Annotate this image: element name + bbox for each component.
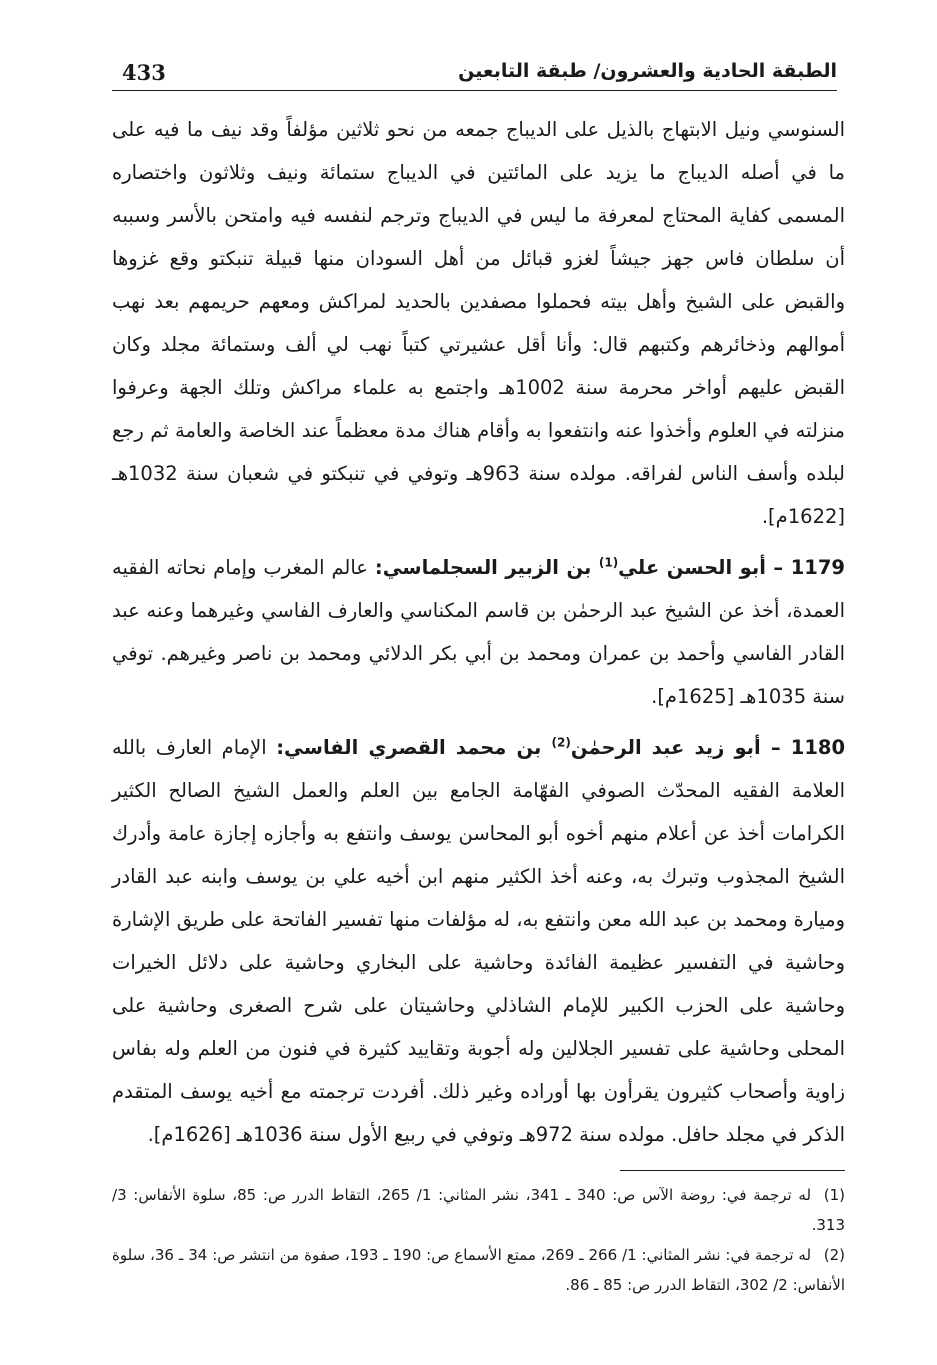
footnote-2 <box>112 1240 845 1300</box>
main-text <box>112 108 845 1156</box>
page-number: 433 <box>122 60 166 85</box>
running-title: الطبقة الحادية والعشرون/ طبقة التابعين <box>458 60 837 82</box>
footnote-1 <box>112 1180 845 1240</box>
entry-1179-heading <box>375 556 845 579</box>
footnote-1-text: له ترجمة في: روضة الآس ص: 340 ـ 341، نشر المثاني: 1/ 265، التقاط الدرر ص: 85، سلوة الأنفاس: 3/ 313. <box>112 1186 845 1234</box>
entry-1180-heading <box>276 736 845 759</box>
footnote-2-text: له ترجمة في: نشر المثاني: 1/ 266 ـ 269، ممتع الأسماع ص: 190 ـ 193، صفوة من انتشر ص: 34 ـ 36، سلوة الأنفاس: 2/ 302، التقاط الدرر ص: 85 ـ 86. <box>112 1246 845 1294</box>
footnote-1-number: (1) <box>823 1186 846 1204</box>
entry-1180-heading-rest: بن محمد القصري الفاسي: <box>276 736 552 759</box>
entry-1180 <box>112 726 845 1156</box>
entry-1179-heading-name: 1179 – أبو الحسن علي <box>618 556 845 579</box>
entry-1180-text: الإمام العارف بالله العلامة الفقيه المحدّث الصوفي الفهّامة الجامع بين العلم والعمل الشيخ الصالح الكثير الكرامات أخذ عن أعلام منهم أخوه أبو المحاسن يوسف وانتفع به وأجازه إجازة عامة وأدرك الشيخ المجذوب وتبرك به، وعنه أخذ الكثير منهم ابن أخيه علي بن يوسف وابنه عبد القادر وميارة ومحمد بن عبد الله معن وانتفع به، له مؤلفات منها تفسير الفاتحة على طريق الإشارة وحاشية في التفسير عظيمة الفائدة وحاشية على البخاري وحاشية على دلائل الخيرات وحاشية على الحزب الكبير للإمام الشاذلي وحاشيتان على شرح الصغرى وحاشية على المحلى وحاشية على تفسير الجلالين وله أجوبة وتقاييد كثيرة في فنون من العلم وله بفاس زاوية وأصحاب كثيرون يقرأون بها أوراده وغير ذلك. أفردت ترجمته مع أخيه يوسف المتقدم الذكر في مجلد حافل. مولده سنة 972هـ وتوفي في ربيع الأول سنة 1036هـ [1626م]. <box>112 736 845 1146</box>
footnote-ref-2[interactable]: (2) <box>551 735 571 750</box>
footnote-separator <box>620 1170 845 1171</box>
entry-1179-text: عالم المغرب وإمام نحاته الفقيه العمدة، أخذ عن الشيخ عبد الرحمٰن بن قاسم المكناسي والعارف الفاسي وغيرهما وعنه عبد القادر الفاسي وأحمد بن عمران ومحمد بن أبي بكر الدلائي ومحمد بن ناصر وغيرهم. توفي سنة 1035هـ [1625م]. <box>112 556 845 708</box>
footnote-2-number: (2) <box>823 1246 846 1264</box>
footnote-ref-1[interactable]: (1) <box>598 555 619 570</box>
continuation-paragraph: السنوسي ونيل الابتهاج بالذيل على الديباج جمعه من نحو ثلاثين مؤلفاً وقد نيف ما فيه على ما في أصله الديباج ما يزيد على المائتين في الديباج ستمائة ونيف وثلاثون واختصاره المسمى كفاية المحتاج لمعرفة ما ليس في الديباج وترجم لنفسه فيه وامتحن بالأسر وسببه أن سلطان فاس جهز جيشاً لغزو قبائل من أهل السودان منها قبيلة تنبكتو وقع غزوها والقبض على الشيخ وأهل بيته فحملوا مصفدين بالحديد لمراكش ومعهم حريمهم بعد نهب أموالهم وذخائرهم وكتبهم قال: وأنا أقل عشيرتي كتباً نهب لي ألف وستمائة مجلد وكان القبض عليهم أواخر محرمة سنة 1002هـ واجتمع به علماء مراكش وتلك الجهة وعرفوا منزلته في العلوم وأخذوا عنه وانتفعوا به وأقام هناك مدة معظماً عند الخاصة والعامة ثم رجع لبلده وأسف الناس لفراقه. مولده سنة 963هـ وتوفي في تنبكتو في شعبان سنة 1032هـ [1622م]. <box>112 118 845 528</box>
entry-1179-heading-rest: بن الزبير السجلماسي: <box>374 556 599 579</box>
entry-1179 <box>112 546 845 718</box>
page-header <box>112 56 837 91</box>
entry-1180-heading-name: 1180 – أبو زيد عبد الرحمٰن <box>570 736 846 759</box>
footnotes <box>112 1180 845 1300</box>
